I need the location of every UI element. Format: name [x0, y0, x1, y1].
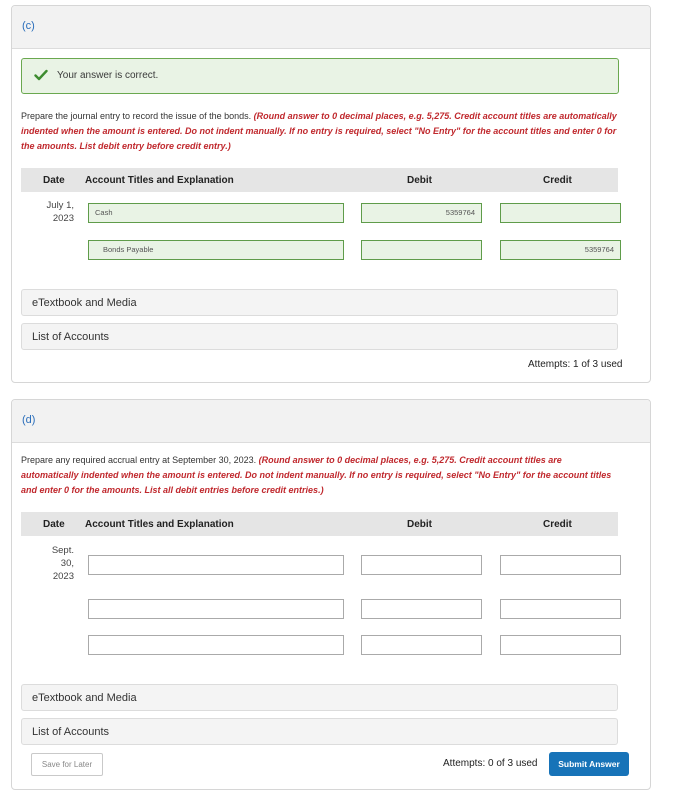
- account-title-input[interactable]: [88, 599, 344, 619]
- part-d-table-header: [21, 512, 618, 536]
- part-d-attempts: Attempts: 0 of 3 used: [443, 758, 538, 769]
- debit-column-header: Debit: [407, 175, 432, 186]
- credit-amount-input[interactable]: 5359764: [500, 240, 621, 260]
- account-column-header: Account Titles and Explanation: [85, 519, 234, 530]
- credit-column-header: Credit: [543, 519, 572, 530]
- account-column-header: Account Titles and Explanation: [85, 175, 234, 186]
- date-line: Sept.: [51, 545, 74, 556]
- part-c-attempts: Attempts: 1 of 3 used: [528, 359, 623, 370]
- part-c-header: [12, 6, 650, 49]
- success-message: Your answer is correct.: [57, 70, 159, 81]
- part-d-instructions-italic: (Round answer to 0 decimal places, e.g. 5,275. Credit account titles are automatically indented when the amount is entered. Do not indent manually. If no entry is required, select "No Entry" for the account titles and enter 0 for the amounts. List all debit entries before credit entries.): [21, 455, 612, 495]
- part-c-instructions: [21, 109, 621, 154]
- credit-amount-input[interactable]: [500, 203, 621, 223]
- part-c-entry-date: [34, 199, 74, 225]
- success-banner: [21, 58, 619, 94]
- debit-amount-input[interactable]: [361, 555, 482, 575]
- account-title-input[interactable]: Cash: [88, 203, 344, 223]
- date-column-header: Date: [43, 175, 65, 186]
- part-c-table-header: [21, 168, 618, 192]
- save-for-later-button[interactable]: Save for Later: [31, 753, 103, 776]
- credit-amount-input[interactable]: [500, 599, 621, 619]
- part-d-header: [12, 400, 650, 443]
- date-column-header: Date: [43, 519, 65, 530]
- date-line: 2023: [52, 213, 74, 224]
- etextbook-media-toggle[interactable]: eTextbook and Media: [21, 684, 618, 711]
- checkmark-icon: [34, 68, 48, 82]
- account-title-input[interactable]: Bonds Payable: [88, 240, 344, 260]
- debit-amount-input[interactable]: [361, 635, 482, 655]
- part-d-instructions-plain: Prepare any required accrual entry at September 30, 2023.: [21, 455, 259, 465]
- debit-amount-input[interactable]: [361, 240, 482, 260]
- date-line: 30,: [60, 558, 74, 569]
- part-c-instructions-italic: (Round answer to 0 decimal places, e.g. 5,275. Credit account titles are automatically indented when the amount is entered. Do not indent manually. If no entry is required, select "No Entry" for the account titles and enter 0 for the amounts. List debit entry before credit entry.): [21, 111, 617, 151]
- part-d-instructions: [21, 453, 621, 498]
- list-of-accounts-toggle[interactable]: List of Accounts: [21, 718, 618, 745]
- list-of-accounts-toggle[interactable]: List of Accounts: [21, 323, 618, 350]
- credit-amount-input[interactable]: [500, 555, 621, 575]
- account-title-input[interactable]: [88, 555, 344, 575]
- credit-amount-input[interactable]: [500, 635, 621, 655]
- date-line: 2023: [52, 571, 74, 582]
- part-c-label: (c): [22, 20, 35, 32]
- submit-answer-button[interactable]: Submit Answer: [549, 752, 629, 776]
- date-line: July 1,: [46, 200, 74, 211]
- part-d-label: (d): [22, 414, 36, 426]
- credit-column-header: Credit: [543, 175, 572, 186]
- debit-amount-input[interactable]: [361, 599, 482, 619]
- part-c-instructions-plain: Prepare the journal entry to record the issue of the bonds.: [21, 111, 254, 121]
- debit-amount-input[interactable]: 5359764: [361, 203, 482, 223]
- account-title-input[interactable]: [88, 635, 344, 655]
- debit-column-header: Debit: [407, 519, 432, 530]
- part-d-entry-date: [34, 544, 74, 583]
- etextbook-media-toggle[interactable]: eTextbook and Media: [21, 289, 618, 316]
